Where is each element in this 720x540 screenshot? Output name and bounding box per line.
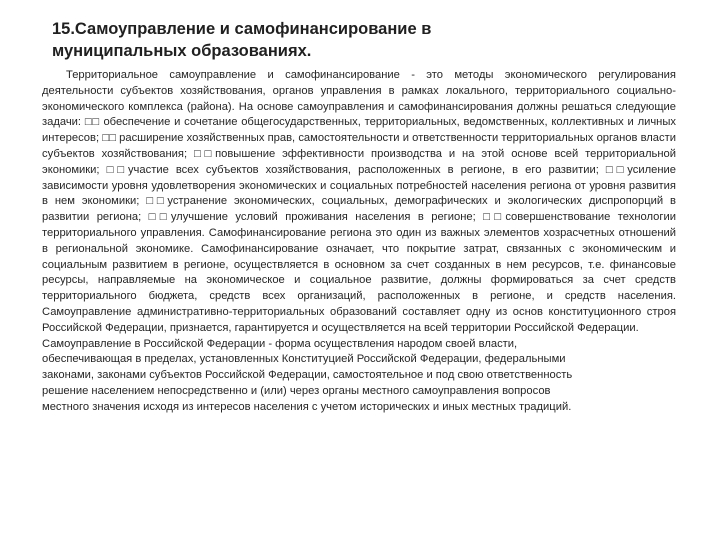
paragraph-2-line: обеспечивающая в пределах, установленных Конституцией Российской Федерации, федеральными [42,353,566,366]
body-text [42,68,676,416]
paragraph-2-line: местного значения исходя из интересов населения с учетом исторических и иных местных традиций. [42,400,572,413]
page-title [52,18,676,62]
paragraph-2-line: решение населением непосредственно и (или) через органы местного самоуправления вопросов [42,384,551,397]
title-line-2: муниципальных образованиях. [52,42,312,60]
paragraph-2-line: законами, законами субъектов Российской Федерации, самостоятельное и под свою ответственность [42,369,573,382]
paragraph-1: Территориальное самоуправление и самофинансирование - это методы экономического регулирования деятельности субъектов хозяйствования, органов управления в рамках локального, территориального социально-экономического комплекса (района). На основе самоуправления и самофинансирования должны решаться следующие задачи: □□ обеспечение и сочетание общегосударственных, территориальных, ведомственных, коллективных и личных интересов; □□ расширение хозяйственных прав, самостоятельности и ответственности территориальных органов власти субъектов хозяйствования; □□повышение эффективности производства и на этой основе всей территориальной экономики; □□участие всех субъектов хозяйствования, расположенных в регионе, в его развитии; □□усиление зависимости уровня удовлетворения экономических и социальных потребностей населения региона от уровня развития в нем экономики; □□устранение экономических, социальных, демографических и экологических диспропорций в развитии региона; □□улучшение условий проживания населения в регионе; □□совершенствование технологии территориального управления. Самофинансирование региона это один из важных элементов хозрасчетных отношений в региональной экономике. Самофинансирование означает, что покрытие затрат, связанных с экономическим и социальным развитием в регионе, осуществляется в основном за счет созданных в нем ресурсов, т.е. финансовые ресурсы, направляемые на экономическое и социальное развитие, должны формироваться за счет средств территориального бюджета, средств всех организаций, расположенных в регионе, и средств населения. Самоуправление административно-территориальных образований составляет одну из основ конституционного строя Российской Федерации, признается, гарантируется и осуществляется на всей территории Российской Федерации. [42,69,676,334]
paragraph-2 [42,337,676,416]
title-line-1: 15.Самоуправление и самофинансирование в [52,20,432,38]
paragraph-2-line: Самоуправление в Российской Федерации - форма осуществления народом своей власти, [42,337,518,350]
